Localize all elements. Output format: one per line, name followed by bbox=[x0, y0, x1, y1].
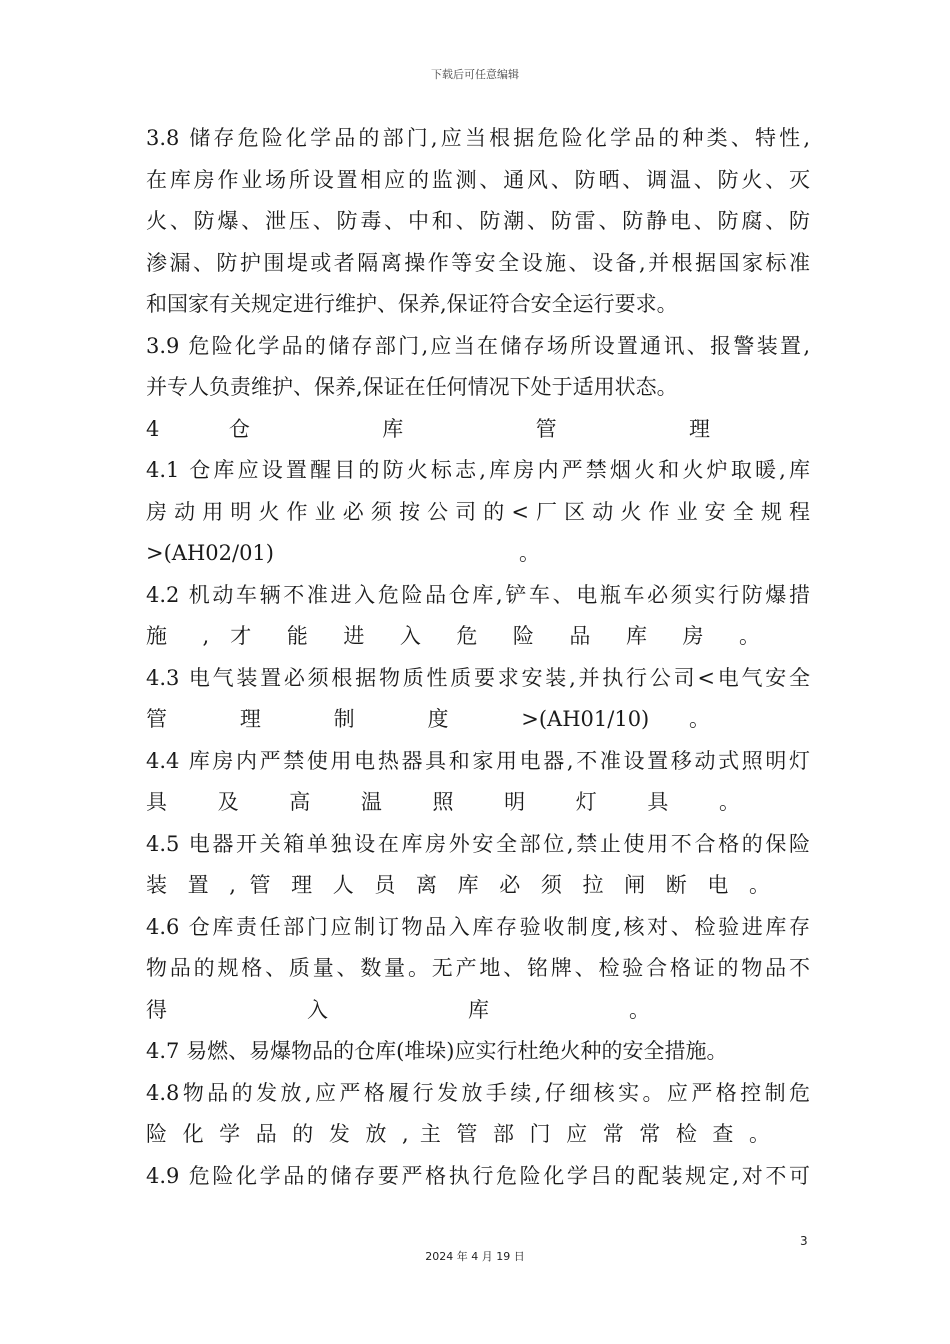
text-line: 4.7 易燃、易爆物品的仓库(堆垛)应实行杜绝火种的安全措施。 bbox=[146, 1039, 728, 1063]
page-number: 3 bbox=[800, 1234, 808, 1248]
text-line: 4.1 仓库应设置醒目的防火标志,库房内严禁烟火和火炉取暖,库 bbox=[146, 458, 810, 482]
text-line: 3.8 储存危险化学品的部门,应当根据危险化学品的种类、特性, bbox=[146, 126, 810, 150]
text-line: 装 置 , 管 理 人 员 离 库 必 须 拉 闸 断 电 。 bbox=[146, 873, 770, 897]
text-line: 物品的规格、质量、数量。无产地、铭牌、检验合格证的物品不 bbox=[146, 956, 810, 980]
text-line: 火、防爆、泄压、防毒、中和、防潮、防雷、防静电、防腐、防 bbox=[146, 209, 810, 233]
text-line: 4.3 电气装置必须根据物质性质要求安装,并执行公司<电气安全 bbox=[146, 665, 810, 690]
header-note: 下载后可任意编辑 bbox=[431, 68, 519, 81]
text-line: 4.9 危险化学品的储存要严格执行危险化学吕的配装规定,对不可 bbox=[146, 1163, 810, 1188]
text-line: 3.9 危险化学品的储存部门,应当在储存场所设置通讯、报警装置, bbox=[146, 333, 810, 358]
text-line: 4.2 机动车辆不准进入危险品仓库,铲车、电瓶车必须实行防爆措 bbox=[146, 582, 810, 607]
text-line: 4.6 仓库责任部门应制订物品入库存验收制度,核对、检验进库存 bbox=[146, 914, 810, 939]
text-line: 4.5 电器开关箱单独设在库房外安全部位,禁止使用不合格的保险 bbox=[146, 831, 810, 856]
text-line: 管 理 制 度 >(AH01/10) 。 bbox=[146, 707, 710, 731]
footer-date: 2024 年 4 月 19 日 bbox=[425, 1250, 525, 1263]
document-body bbox=[146, 118, 810, 1197]
text-line: 施 , 才 能 进 入 危 险 品 库 房 。 bbox=[146, 624, 760, 648]
text-line: 险 化 学 品 的 发 放 , 主 管 部 门 应 常 常 检 查 。 bbox=[146, 1122, 770, 1146]
text-line: 得 入 库 。 bbox=[146, 997, 650, 1022]
text-line: 在库房作业场所设置相应的监测、通风、防晒、调温、防火、灭 bbox=[146, 167, 810, 192]
text-line: 4.4 库房内严禁使用电热器具和家用电器,不准设置移动式照明灯 bbox=[146, 748, 810, 773]
text-line: 房动用明火作业必须按公司的<厂区动火作业安全规程 bbox=[146, 499, 810, 524]
text-line: 具 及 高 温 照 明 灯 具 。 bbox=[146, 790, 740, 814]
text-line: 并专人负责维护、保养,保证在任何情况下处于适用状态。 bbox=[146, 375, 678, 399]
text-line: 4.8物品的发放,应严格履行发放手续,仔细核实。应严格控制危 bbox=[146, 1080, 810, 1105]
text-line: >(AH02/01) 。 bbox=[146, 541, 540, 565]
text-line: 渗漏、防护围堤或者隔离操作等安全设施、设备,并根据国家标准 bbox=[146, 250, 810, 275]
text-line: 和国家有关规定进行维护、保养,保证符合安全运行要求。 bbox=[146, 292, 678, 316]
section-heading: 4 仓 库 管 理 bbox=[146, 416, 710, 441]
